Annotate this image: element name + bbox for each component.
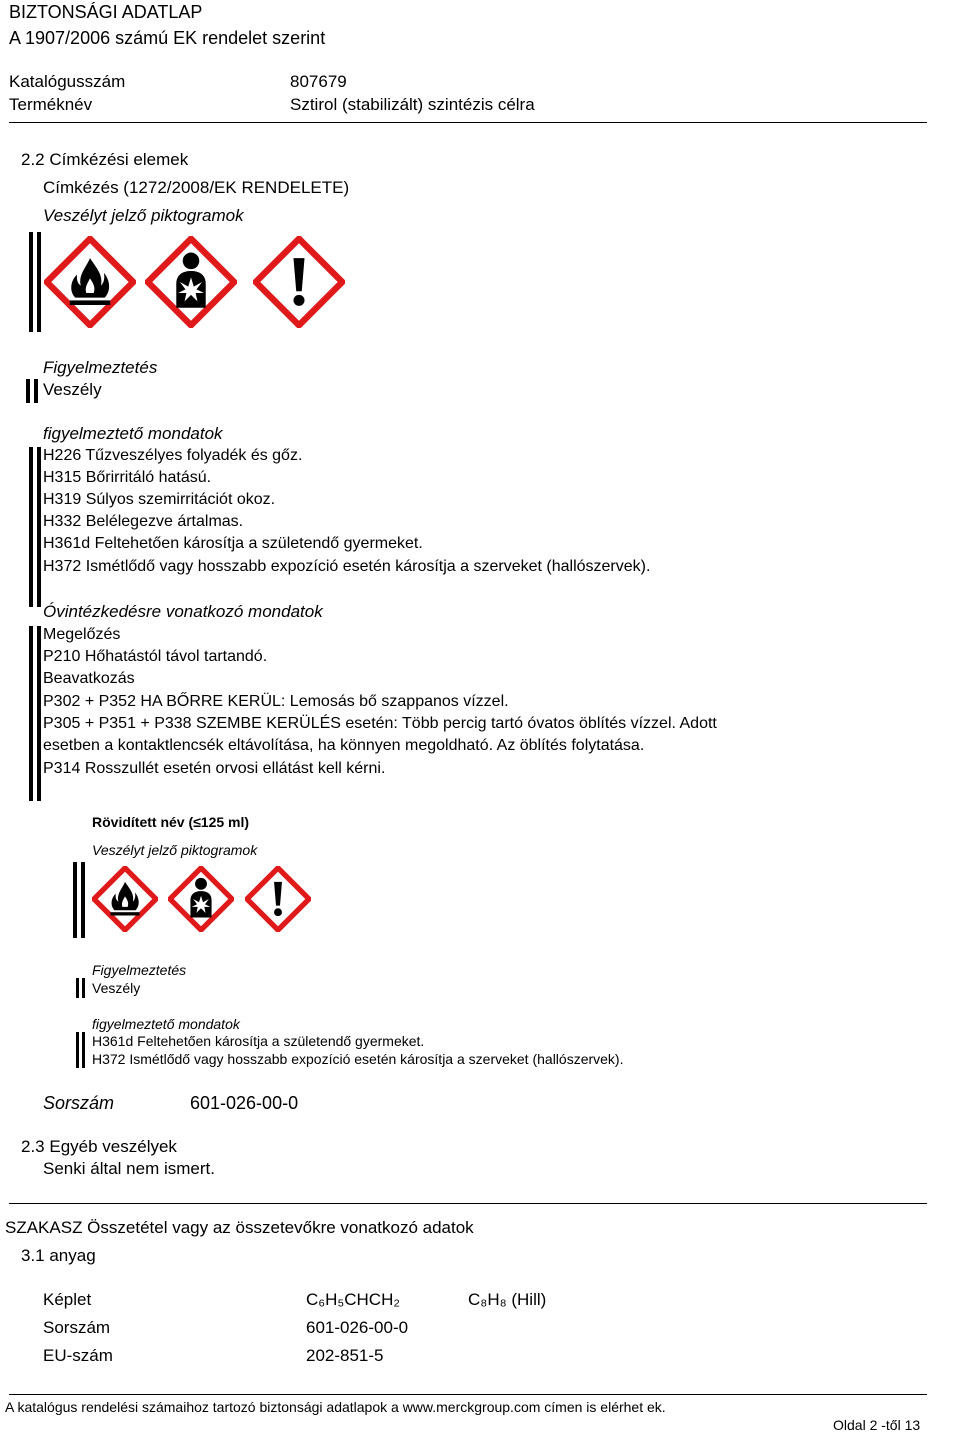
short-hazard-statement: H361d Feltehetően károsítja a születendő gyermeket.	[92, 1033, 425, 1049]
header-divider	[9, 122, 927, 123]
footer-note: A katalógus rendelési számaihoz tartozó biztonsági adatlapok a www.merckgroup.com címen is elérhet ek.	[5, 1399, 666, 1415]
hazard-statement: H315 Bőrirritáló hatású.	[43, 469, 212, 486]
revision-bar	[26, 379, 30, 403]
revision-bar	[37, 447, 41, 607]
revision-bar	[29, 447, 33, 607]
response-statement: P305 + P351 + P338 SZEMBE KERÜLÉS esetén: Több percig tartó óvatos öblítés vízzel. Adott	[43, 715, 717, 732]
section-3-heading: SZAKASZ Összetétel vagy az összetevőkre vonatkozó adatok	[5, 1218, 474, 1237]
section-2-3-heading: 2.3 Egyéb veszélyek	[21, 1137, 177, 1156]
hazard-statement: H361d Feltehetően károsítja a születendő gyermeket.	[43, 535, 423, 552]
hazard-statement: H372 Ismétlődő vagy hosszabb expozíció esetén károsítja a szerveket (hallószervek).	[43, 558, 651, 575]
hazard-statement: H332 Belélegezve ártalmas.	[43, 513, 244, 530]
exclamation-icon	[253, 236, 345, 328]
short-label-heading: Rövidített név (≤125 ml)	[92, 814, 250, 830]
ec-number-label: EU-szám	[43, 1346, 113, 1365]
health-hazard-icon	[168, 866, 234, 932]
formula-value: C₆H₅CHCH₂	[306, 1290, 400, 1309]
hazard-statements-label: figyelmeztető mondatok	[43, 424, 223, 443]
response-label: Beavatkozás	[43, 670, 135, 687]
revision-bar	[37, 232, 41, 332]
flame-icon	[92, 866, 158, 932]
regulation-subtitle: A 1907/2006 számú EK rendelet szerint	[9, 28, 326, 48]
flame-icon	[44, 236, 136, 328]
revision-bar	[82, 1032, 85, 1068]
revision-bar	[29, 232, 33, 332]
pictograms-label: Veszélyt jelző piktogramok	[43, 206, 244, 225]
response-statement: esetben a kontaktlencsék eltávolítása, ha könnyen megoldható. Az öblítés folytatása.	[43, 737, 645, 754]
product-value: Sztirol (stabilizált) szintézis célra	[290, 95, 535, 114]
page-number: Oldal 2 -től 13	[833, 1417, 921, 1433]
catalog-label: Katalógusszám	[9, 72, 126, 91]
response-statement: P302 + P352 HA BŐRRE KERÜL: Lemosás bő szappanos vízzel.	[43, 693, 509, 710]
product-label: Terméknév	[9, 95, 93, 114]
revision-bar	[37, 626, 41, 801]
other-hazards-text: Senki által nem ismert.	[43, 1159, 215, 1178]
index-value: 601-026-00-0	[190, 1093, 299, 1113]
index-label: Sorszám	[43, 1093, 115, 1113]
prevention-statement: P210 Hőhatástól távol tartandó.	[43, 648, 268, 665]
ec-number-value: 202-851-5	[306, 1346, 384, 1365]
document-title: BIZTONSÁGI ADATLAP	[9, 2, 203, 22]
signal-word: Veszély	[43, 380, 102, 399]
short-pictograms-label: Veszélyt jelző piktogramok	[92, 842, 258, 858]
formula-label: Képlet	[43, 1290, 92, 1309]
precautionary-label: Óvintézkedésre vonatkozó mondatok	[43, 602, 323, 621]
revision-bar	[81, 862, 85, 938]
revision-bar	[82, 978, 85, 998]
hazard-statement: H226 Tűzveszélyes folyadék és gőz.	[43, 447, 303, 464]
revision-bar	[76, 1032, 79, 1068]
response-statement: P314 Rosszullét esetén orvosi ellátást kell kérni.	[43, 760, 386, 777]
hazard-statement: H319 Súlyos szemirritációt okoz.	[43, 491, 276, 508]
revision-bar	[76, 978, 79, 998]
labeling-heading: Címkézés (1272/2008/EK RENDELETE)	[43, 178, 350, 197]
exclamation-icon	[245, 866, 311, 932]
hill-formula: C₈H₈ (Hill)	[468, 1290, 547, 1309]
revision-bar	[34, 379, 38, 403]
section-2-2-heading: 2.2 Címkézési elemek	[21, 150, 189, 169]
index-number-value: 601-026-00-0	[306, 1318, 409, 1337]
signal-word-label: Figyelmeztetés	[43, 358, 158, 377]
catalog-value: 807679	[290, 72, 347, 91]
section-divider	[9, 1203, 927, 1204]
short-signal-word-label: Figyelmeztetés	[92, 962, 187, 978]
revision-bar	[73, 862, 77, 938]
prevention-label: Megelőzés	[43, 626, 121, 643]
revision-bar	[29, 626, 33, 801]
footer-divider	[9, 1394, 927, 1395]
short-signal-word: Veszély	[92, 980, 141, 996]
index-number-label: Sorszám	[43, 1318, 111, 1337]
health-hazard-icon	[145, 236, 237, 328]
section-3-1-heading: 3.1 anyag	[21, 1246, 96, 1265]
short-hazard-label: figyelmeztető mondatok	[92, 1016, 240, 1032]
short-hazard-statement: H372 Ismétlődő vagy hosszabb expozíció esetén károsítja a szerveket (hallószervek).	[92, 1051, 624, 1067]
